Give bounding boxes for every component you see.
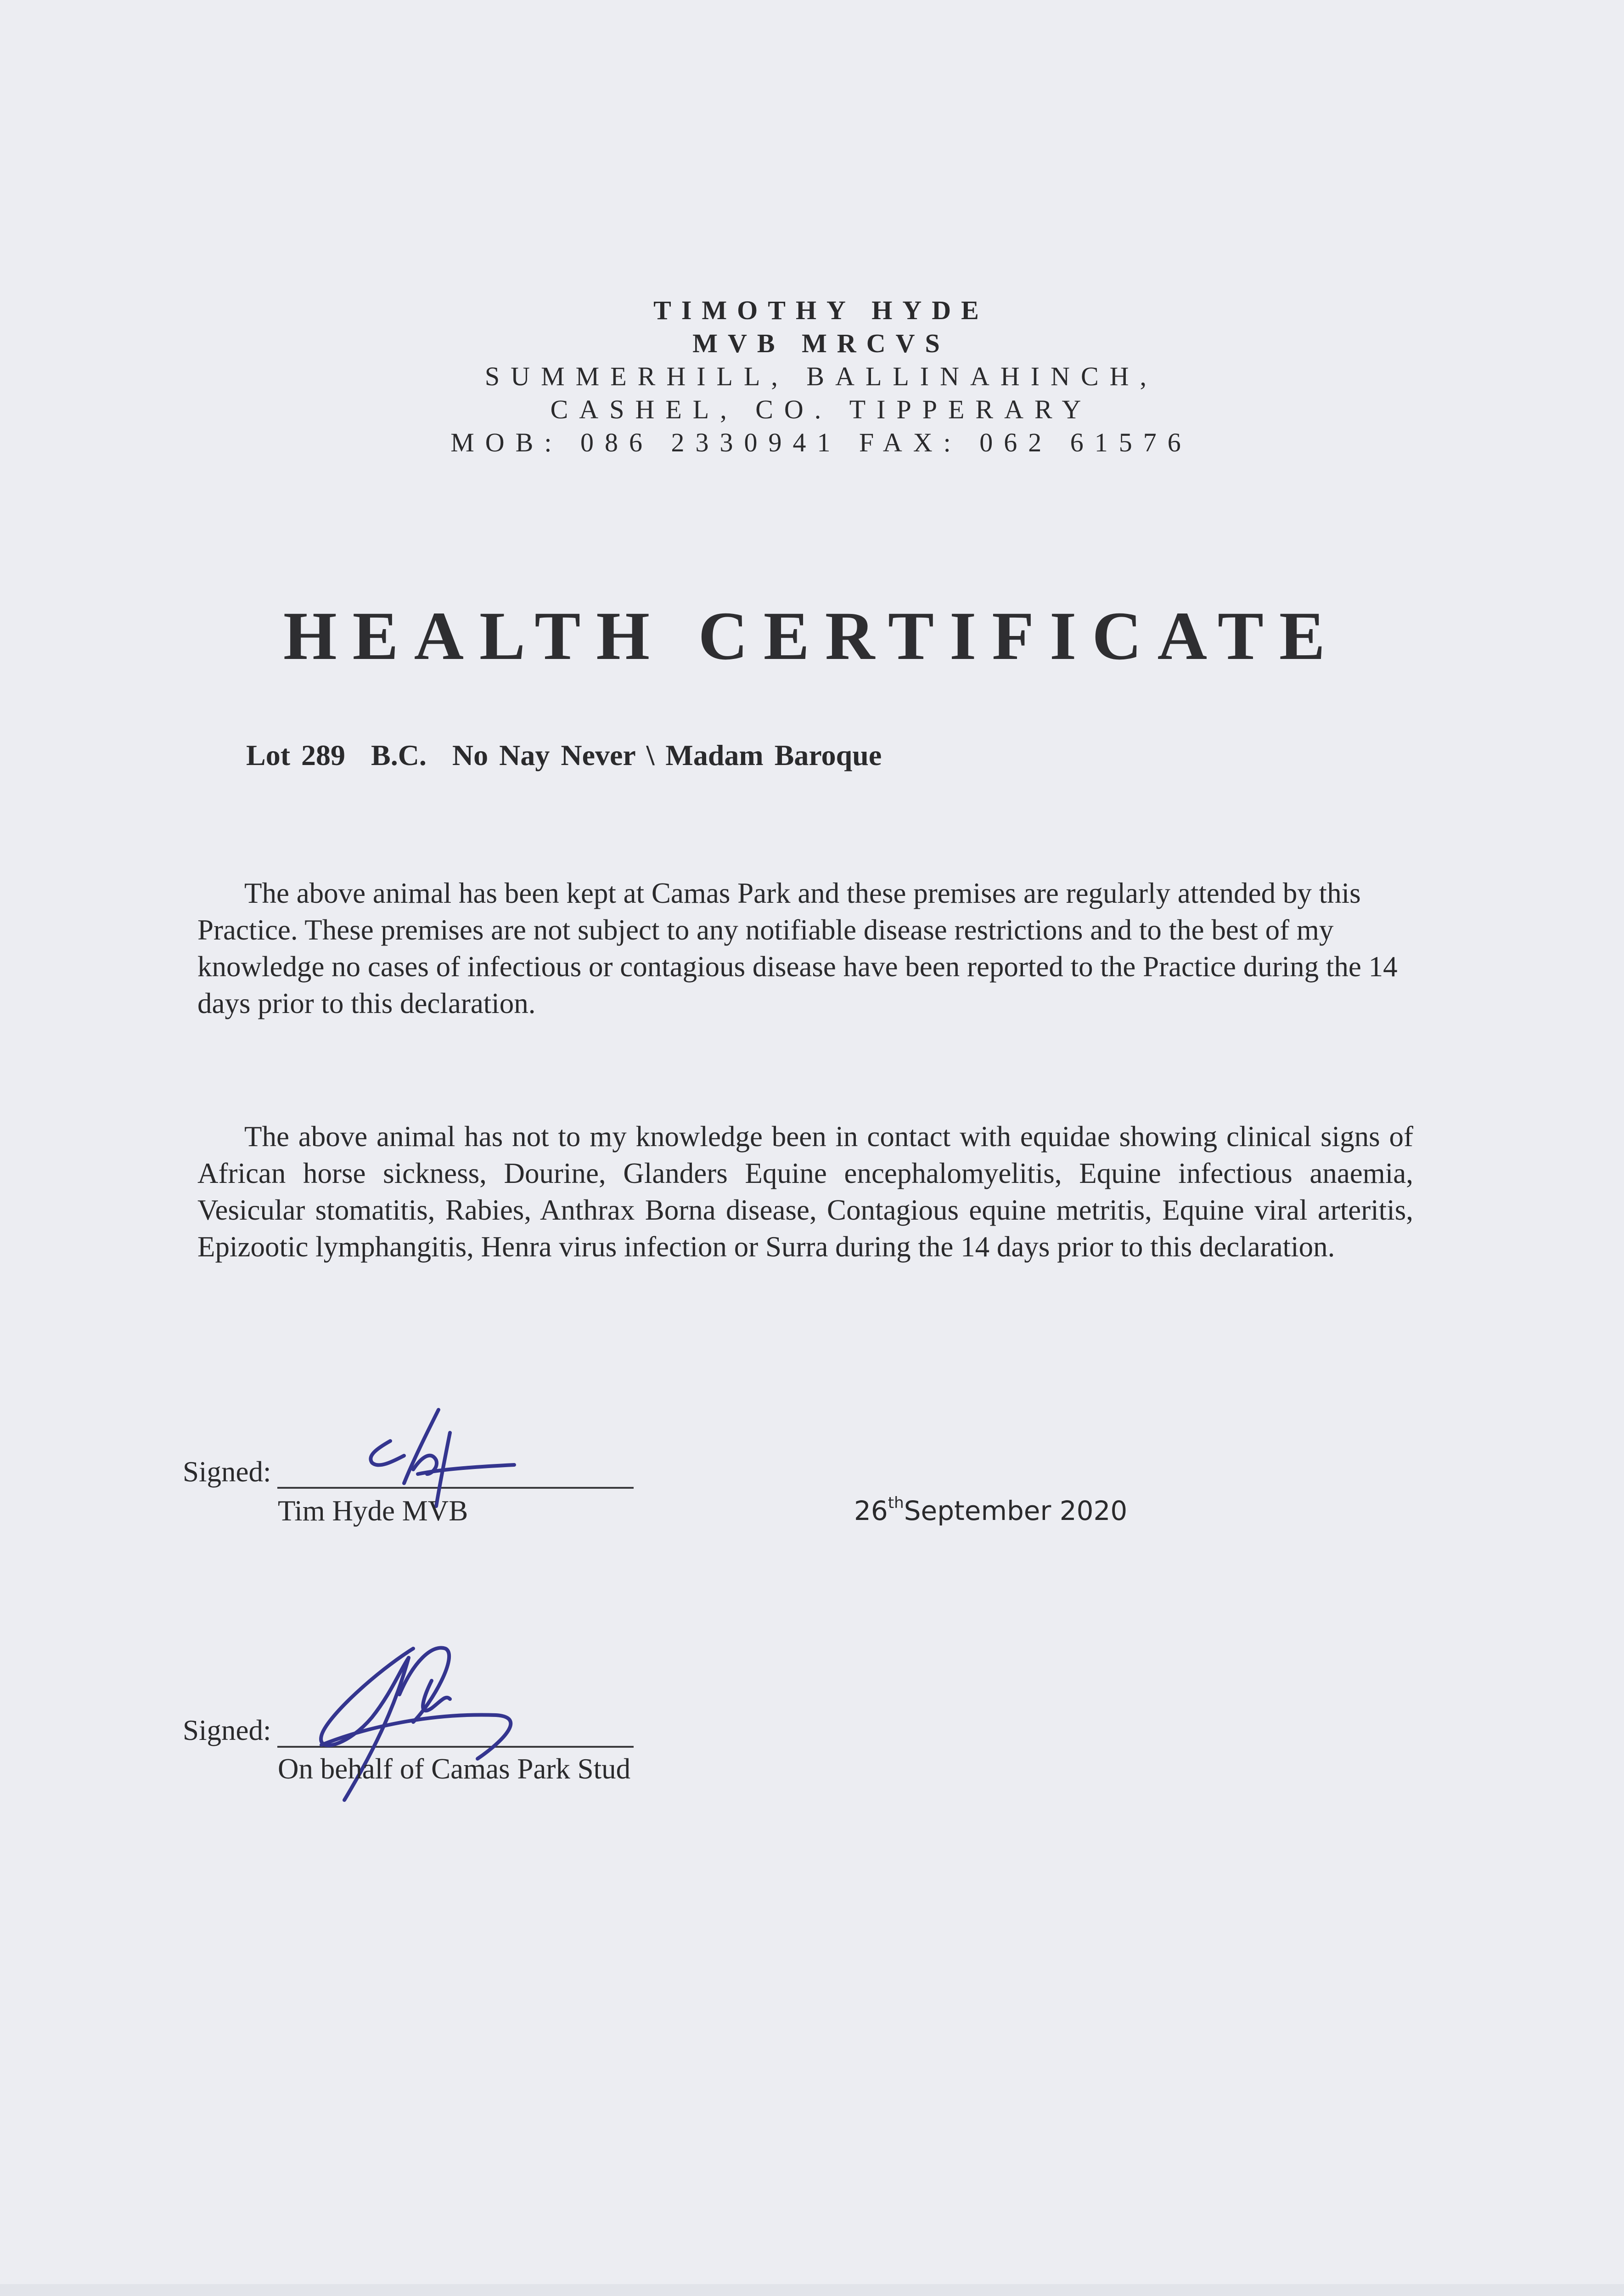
letterhead [0, 294, 1624, 459]
vet-name-heading: TIMOTHY HYDE [653, 295, 989, 325]
scan-edge [0, 2284, 1624, 2296]
date-day: 26 [854, 1495, 888, 1526]
address-line-2: CASHEL, CO. TIPPERARY [550, 394, 1092, 424]
address-line-1: SUMMERHILL, BALLINAHINCH, [484, 361, 1158, 391]
certificate-date [854, 1492, 1127, 1529]
lot-identification [246, 737, 882, 774]
document-title: HEALTH CERTIFICATE [283, 598, 1341, 674]
pedigree: No Nay Never \ Madam Baroque [452, 739, 882, 771]
stud-signed-label: Signed: [183, 1714, 271, 1746]
vet-signed-label: Signed: [183, 1456, 271, 1488]
premises-declaration: The above animal has been kept at Camas Park and these premises are regularly attended by this Practice. These premises are not subject to any notifiable disease restrictions and to the best of my knowledge no cases of infectious or contagious disease have been reported to the Practice during the 14 days prior to this declaration. [197, 877, 1398, 1019]
date-month-year: September 2020 [904, 1495, 1128, 1526]
contact-numbers: MOB: 086 2330941 FAX: 062 61576 [450, 428, 1192, 457]
stud-printed-name: On behalf of Camas Park Stud [278, 1753, 631, 1785]
horse-sex: B.C. [371, 739, 427, 771]
disease-contact-declaration: The above animal has not to my knowledge been in contact with equidae showing clinical signs of African horse sickness, Dourine, Glanders Equine encephalomyelitis, Equine infectious anaemia, Vesicular stomatitis, Rabies, Anthrax Borna disease, Contagious equine metritis, Equine viral arteritis, Epizootic lymphangitis, Henra virus infection or Surra during the 14 days prior to this declaration. [197, 1120, 1413, 1263]
lot-number: Lot 289 [246, 739, 345, 771]
vet-qualifications: MVB MRCVS [692, 328, 950, 358]
vet-printed-name: Tim Hyde MVB [278, 1495, 468, 1527]
date-ordinal: th [888, 1494, 904, 1512]
